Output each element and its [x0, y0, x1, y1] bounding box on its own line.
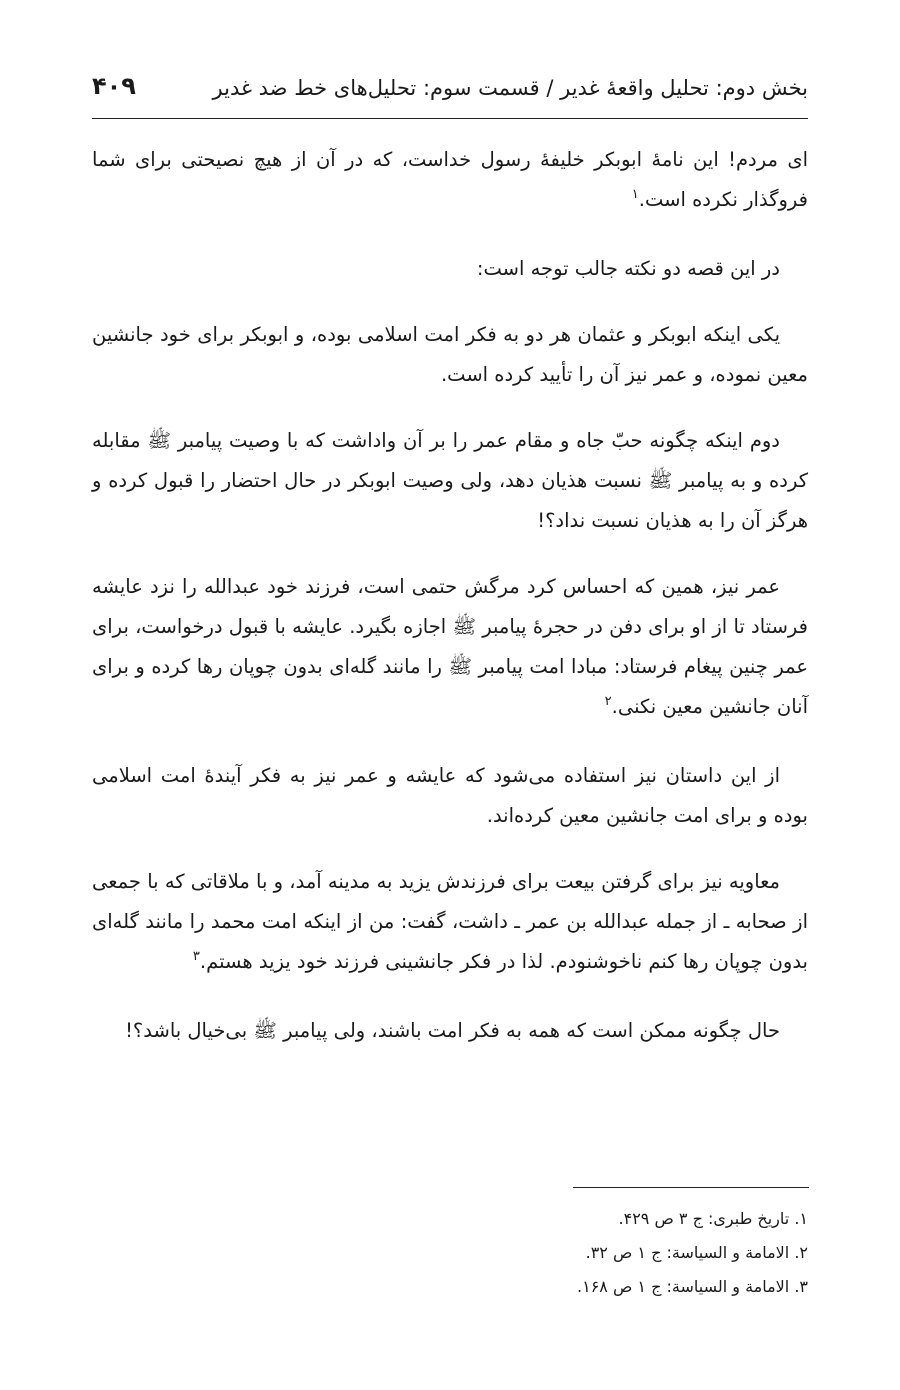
paragraph: [92, 862, 808, 985]
paragraph: [92, 140, 808, 223]
footnotes: [520, 1202, 808, 1304]
page-number: ۴۰۹: [92, 72, 136, 100]
paragraph-text: در این قصه دو نکته جالب توجه است:: [476, 257, 780, 280]
running-title: بخش دوم: تحلیل واقعهٔ غدیر / قسمت سوم: تحلیل‌های خط ضد غدیر: [212, 76, 808, 100]
paragraph-text: عمر نیز، همین که احساس کرد مرگش حتمی است، فرزند خود عبدالله را نزد عایشه فرستاد تا از او برای دفن در حجرهٔ پیامبر ﷺ اجازه بگیرد. عایشه با قبول درخواست، برای عمر چنین پیغام فرستاد: مبادا امت پیامبر ﷺ را مانند گله‌ای بدون چوپان رها کرده و برای آنان جانشین معین نکنی.: [92, 575, 808, 718]
paragraph: [92, 315, 808, 395]
footnote-ref: ۲: [604, 694, 612, 709]
footnote-3: ۳. الامامة و السیاسة: ج ۱ ص ۱۶۸.: [577, 1277, 808, 1296]
footnote-ref: ۱: [631, 187, 639, 202]
paragraph: [92, 1011, 808, 1051]
footnote-separator: [573, 1187, 809, 1188]
footnote-1: ۱. تاریخ طبری: ج ۳ ص ۴۲۹.: [618, 1209, 808, 1228]
footnote-ref: ۳: [192, 949, 200, 964]
paragraph-text: حال چگونه ممکن است که همه به فکر امت باشند، ولی پیامبر ﷺ بی‌خیال باشد؟!: [125, 1019, 780, 1042]
paragraph: [92, 756, 808, 836]
paragraph-text: معاویه نیز برای گرفتن بیعت برای فرزندش یزید به مدینه آمد، و با ملاقاتی که با جمعی از صحابه ـ از جمله عبدالله بن عمر ـ داشت، گفت: من از اینکه امت محمد را مانند گله‌ای بدون چوپان رها کنم ناخوشنودم. لذا در فکر جانشینی فرزند خود یزید هستم.: [92, 870, 808, 973]
paragraph-text: دوم اینکه چگونه حبّ جاه و مقام عمر را بر آن واداشت که با وصیت پیامبر ﷺ مقابله کرده و به پیامبر ﷺ نسبت هذیان دهد، ولی وصیت ابوبکر در حال احتضار را قبول کرده و هرگز آن را به هذیان نسبت نداد؟!: [92, 429, 808, 532]
paragraph-text: از این داستان نیز استفاده می‌شود که عایشه و عمر نیز به فکر آیندهٔ امت اسلامی بوده و برای امت جانشین معین کرده‌اند.: [92, 764, 808, 827]
paragraph: [92, 567, 808, 730]
paragraph: [92, 249, 808, 289]
footnote-2: ۲. الامامة و السیاسة: ج ۱ ص ۳۲.: [585, 1243, 808, 1262]
paragraph-text: یکی اینکه ابوبکر و عثمان هر دو به فکر امت اسلامی بوده، و ابوبکر برای خود جانشین معین نموده، و عمر نیز آن را تأیید کرده است.: [92, 323, 808, 386]
page-header: [92, 70, 808, 119]
paragraph-text: ای مردم! این نامهٔ ابوبکر خلیفهٔ رسول خداست، که در آن از هیچ نصیحتی برای شما فروگذار نکرده است.: [92, 148, 808, 211]
paragraph: [92, 421, 808, 541]
body-text: [92, 140, 808, 1077]
